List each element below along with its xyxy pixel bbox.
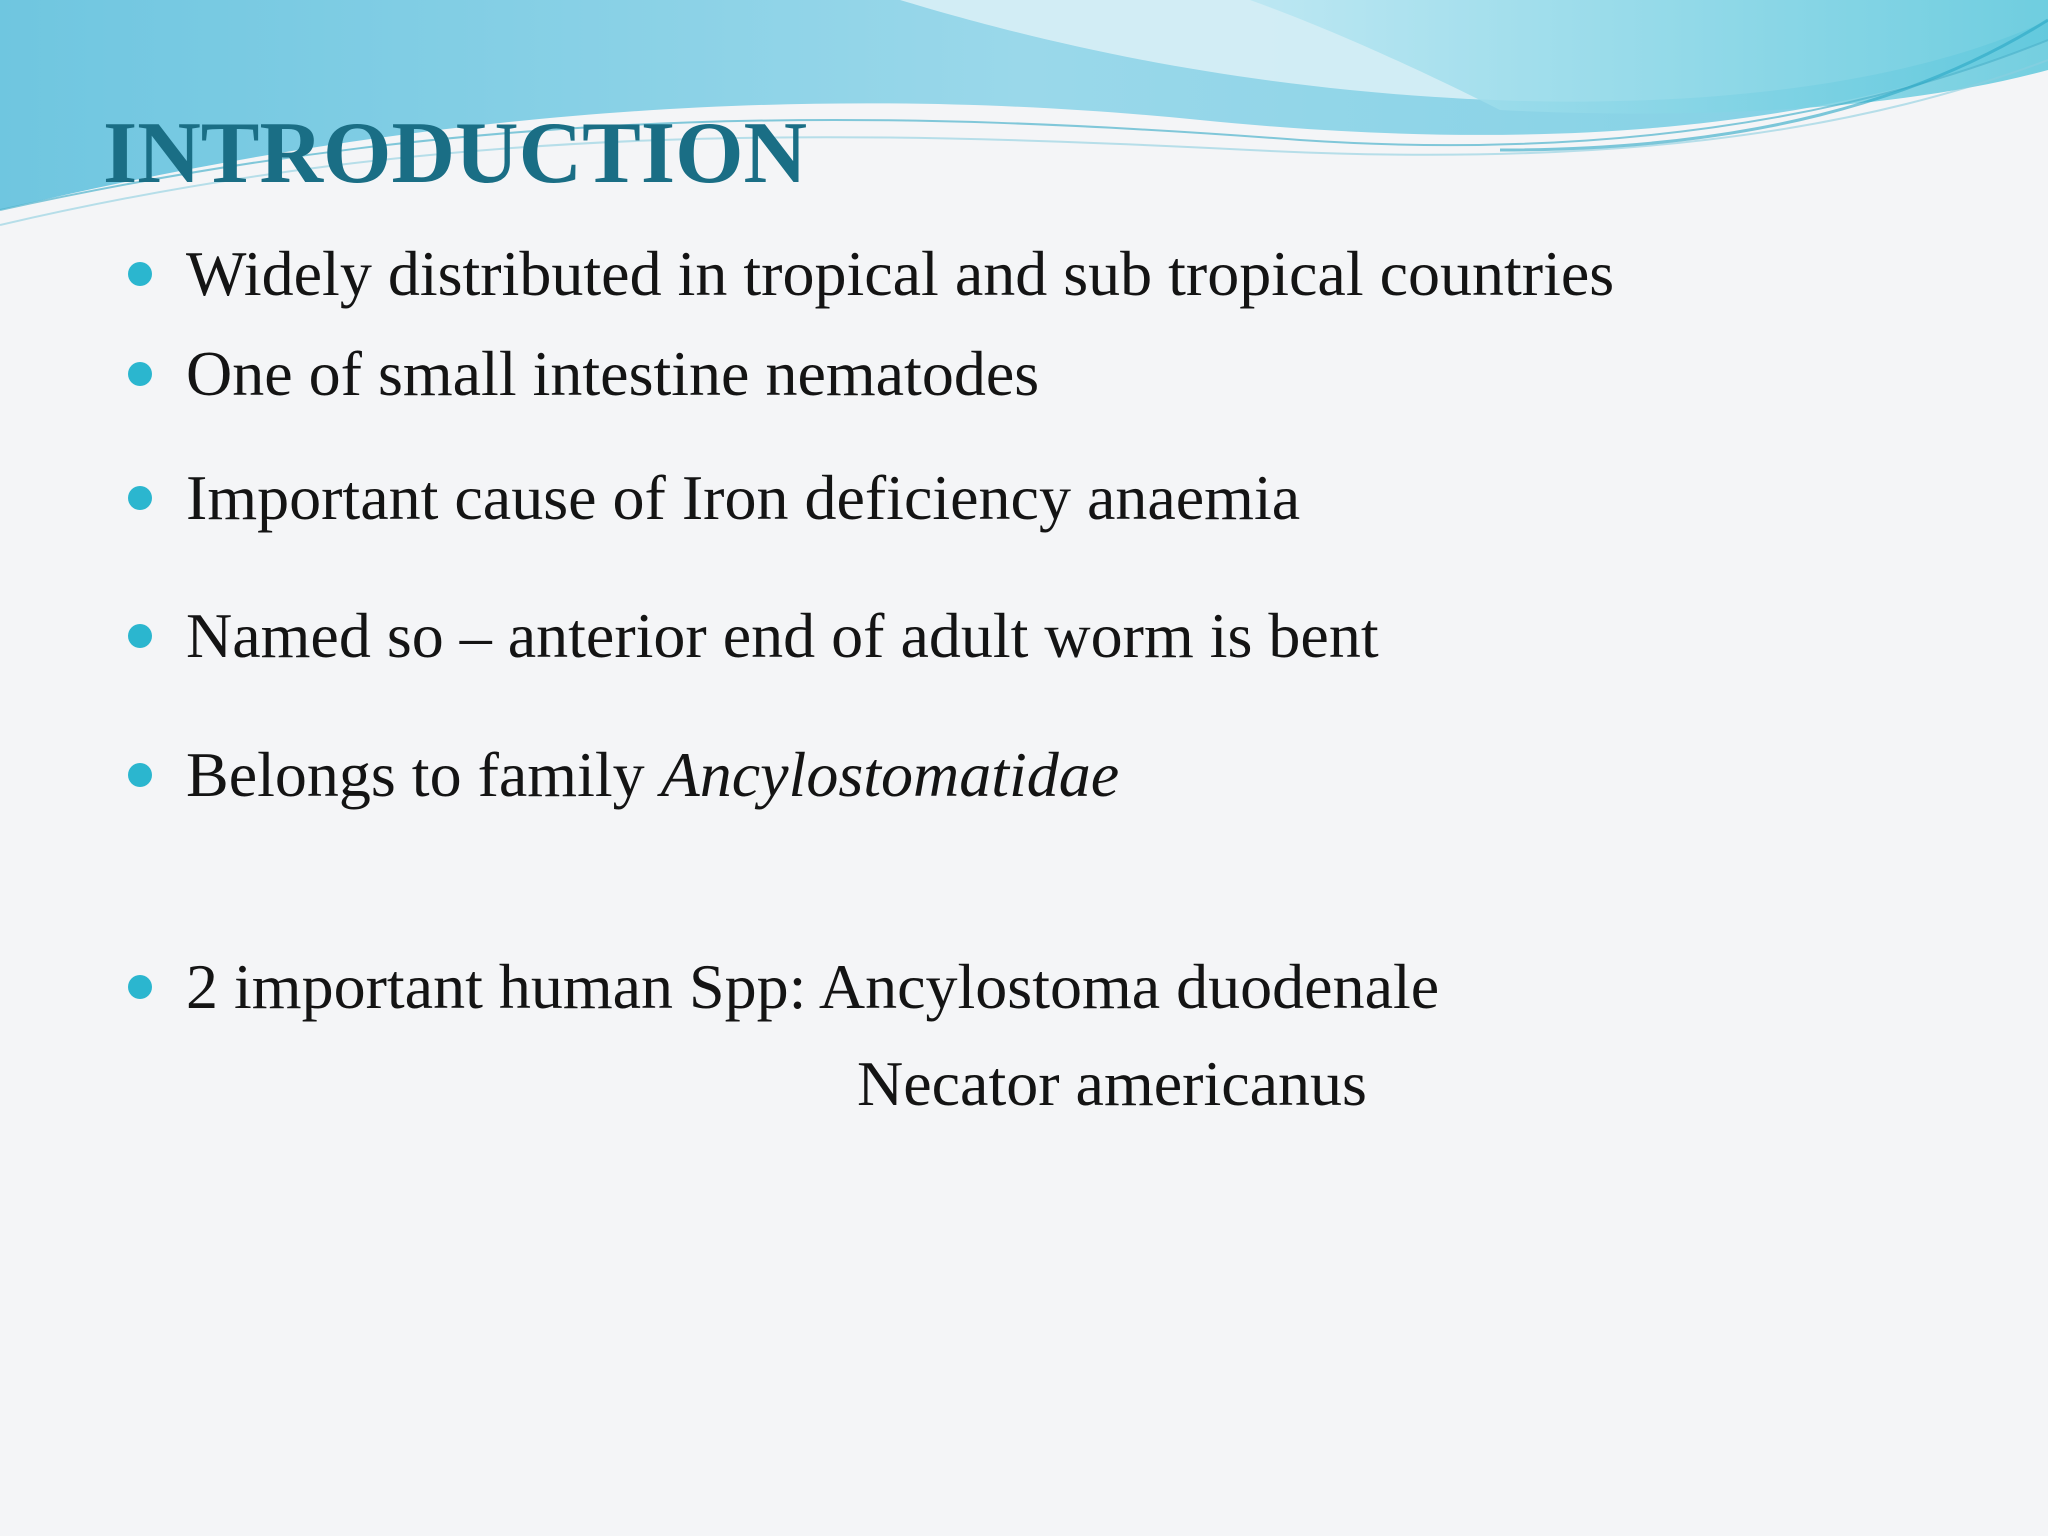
bullet-text-prefix: Belongs to family	[186, 739, 661, 810]
bullet-text: Widely distributed in tropical and sub tropical countries	[186, 238, 1615, 309]
bullet-text: Important cause of Iron deficiency anaemia	[186, 462, 1301, 533]
slide-title: INTRODUCTION	[103, 105, 808, 202]
species-continuation-text: Necator americanus	[857, 1048, 1367, 1119]
bullet-marker-icon	[128, 975, 152, 999]
bullet-text	[186, 739, 1120, 810]
bullet-marker-icon	[128, 362, 152, 386]
bullet-text: One of small intestine nematodes	[186, 338, 1040, 409]
bullet-marker-icon	[128, 624, 152, 648]
bullet-text: Named so – anterior end of adult worm is bent	[186, 600, 1379, 671]
bullet-marker-icon	[128, 486, 152, 510]
bullet-marker-icon	[128, 763, 152, 787]
bullet-text: 2 important human Spp: Ancylostoma duodenale	[186, 951, 1440, 1022]
family-name-italic: Ancylostomatidae	[660, 739, 1120, 810]
bullet-marker-icon	[128, 262, 152, 286]
